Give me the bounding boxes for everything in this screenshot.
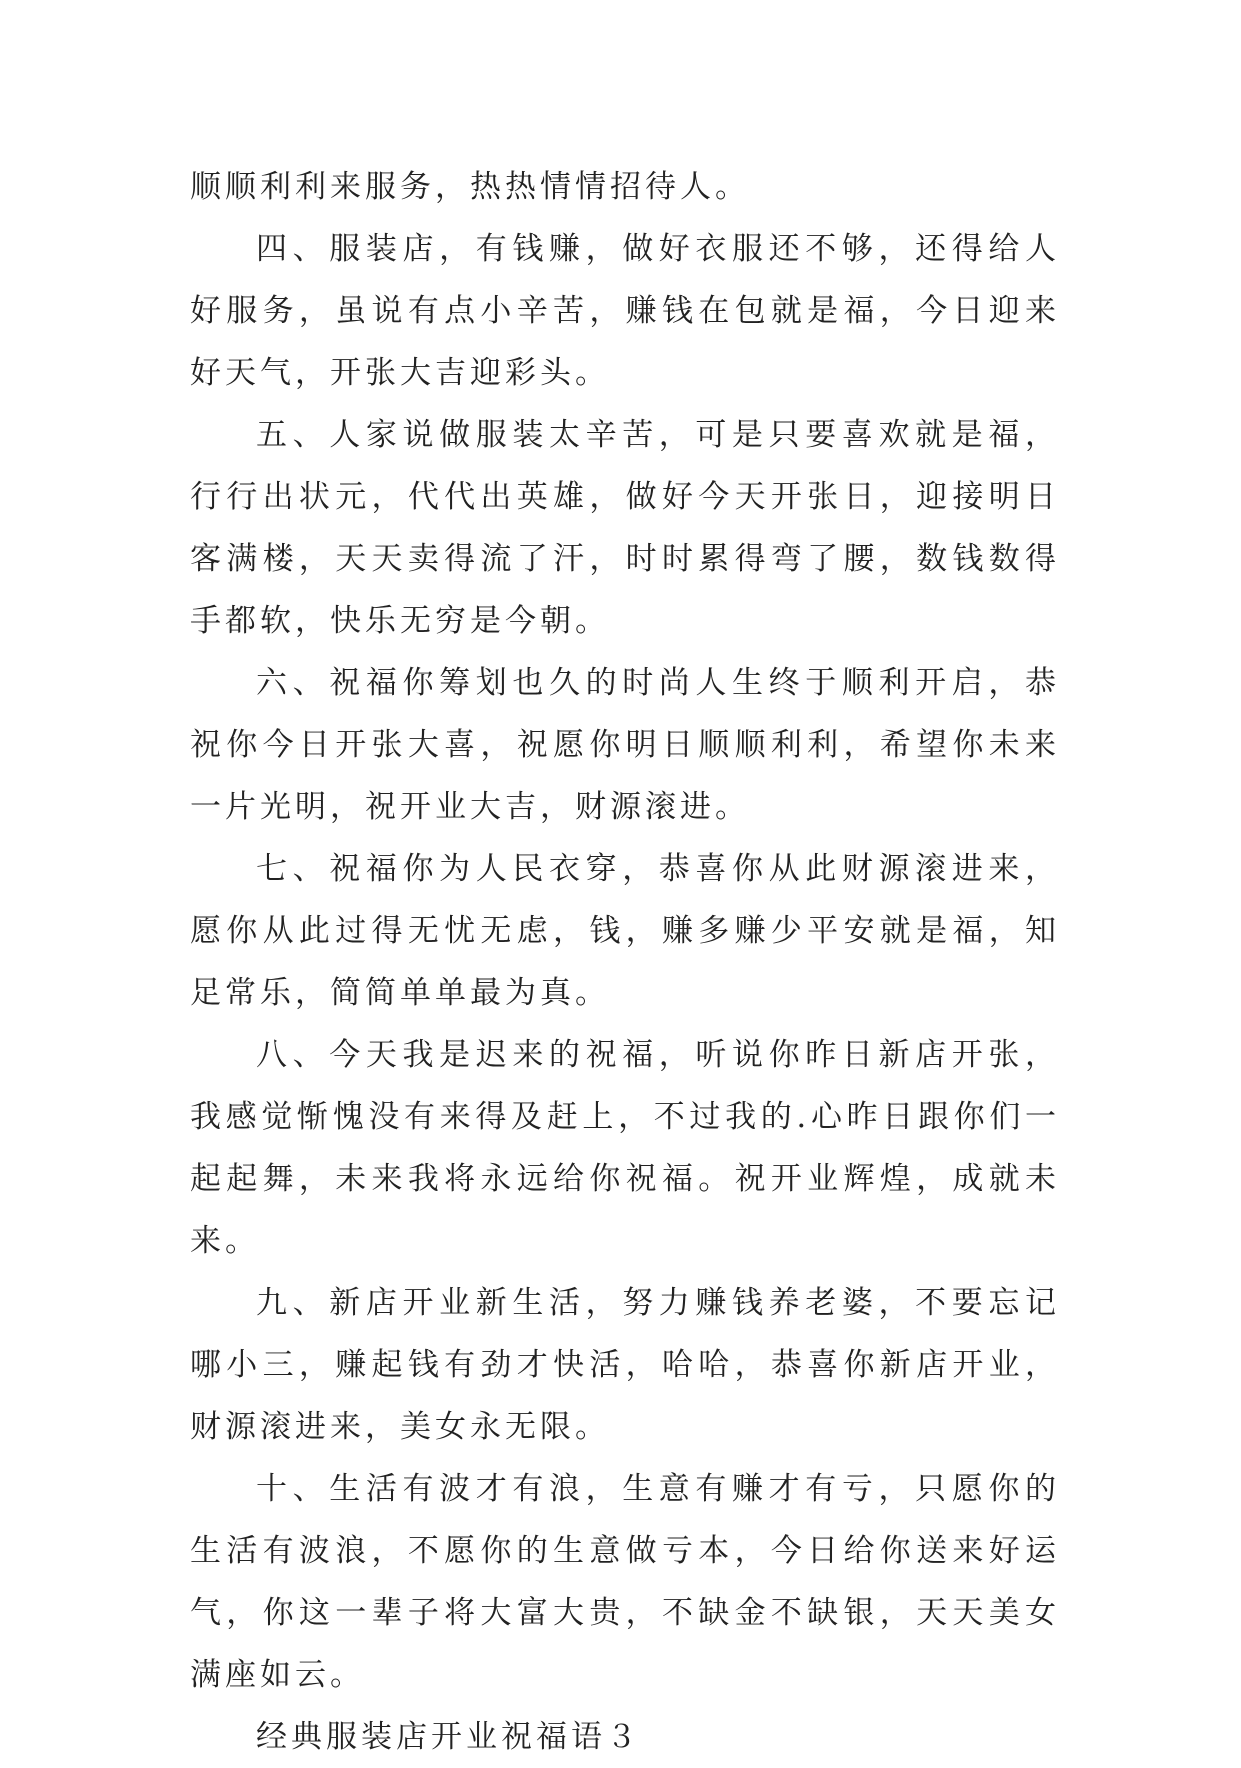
paragraph-item-8: 八、今天我是迟来的祝福，听说你昨日新店开张，我感觉惭愧没有来得及赶上，不过我的.心昨日跟你们一起起舞，未来我将永远给你祝福。祝开业辉煌，成就未来。 — [190, 1037, 1060, 1259]
paragraph-item-7: 七、祝福你为人民衣穿，恭喜你从此财源滚进来，愿你从此过得无忧无虑，钱，赚多赚少平安就是福，知足常乐，简简单单最为真。 — [190, 851, 1060, 1011]
section-heading: 经典服装店开业祝福语３ — [256, 1719, 641, 1755]
paragraph-item-5: 五、人家说做服装太辛苦，可是只要喜欢就是福，行行出状元，代代出英雄，做好今天开张日，迎接明日客满楼，天天卖得流了汗，时时累得弯了腰，数钱数得手都软，快乐无穷是今朝。 — [190, 417, 1060, 639]
paragraph-item-10: 十、生活有波才有浪，生意有赚才有亏，只愿你的生活有波浪，不愿你的生意做亏本，今日给你送来好运气，你这一辈子将大富大贵，不缺金不缺银，天天美女满座如云。 — [190, 1471, 1060, 1693]
paragraph-item-6: 六、祝福你筹划也久的时尚人生终于顺利开启，恭祝你今日开张大喜，祝愿你明日顺顺利利，希望你未来一片光明，祝开业大吉，财源滚进。 — [190, 665, 1060, 825]
document-body — [190, 156, 1060, 1768]
paragraph-continuation: 顺顺利利来服务，热热情情招待人。 — [190, 169, 750, 205]
paragraph-item-9: 九、新店开业新生活，努力赚钱养老婆，不要忘记哪小三，赚起钱有劲才快活，哈哈，恭喜你新店开业，财源滚进来，美女永无限。 — [190, 1285, 1060, 1445]
paragraph-item-4: 四、服装店，有钱赚，做好衣服还不够，还得给人好服务，虽说有点小辛苦，赚钱在包就是福，今日迎来好天气，开张大吉迎彩头。 — [190, 231, 1060, 391]
